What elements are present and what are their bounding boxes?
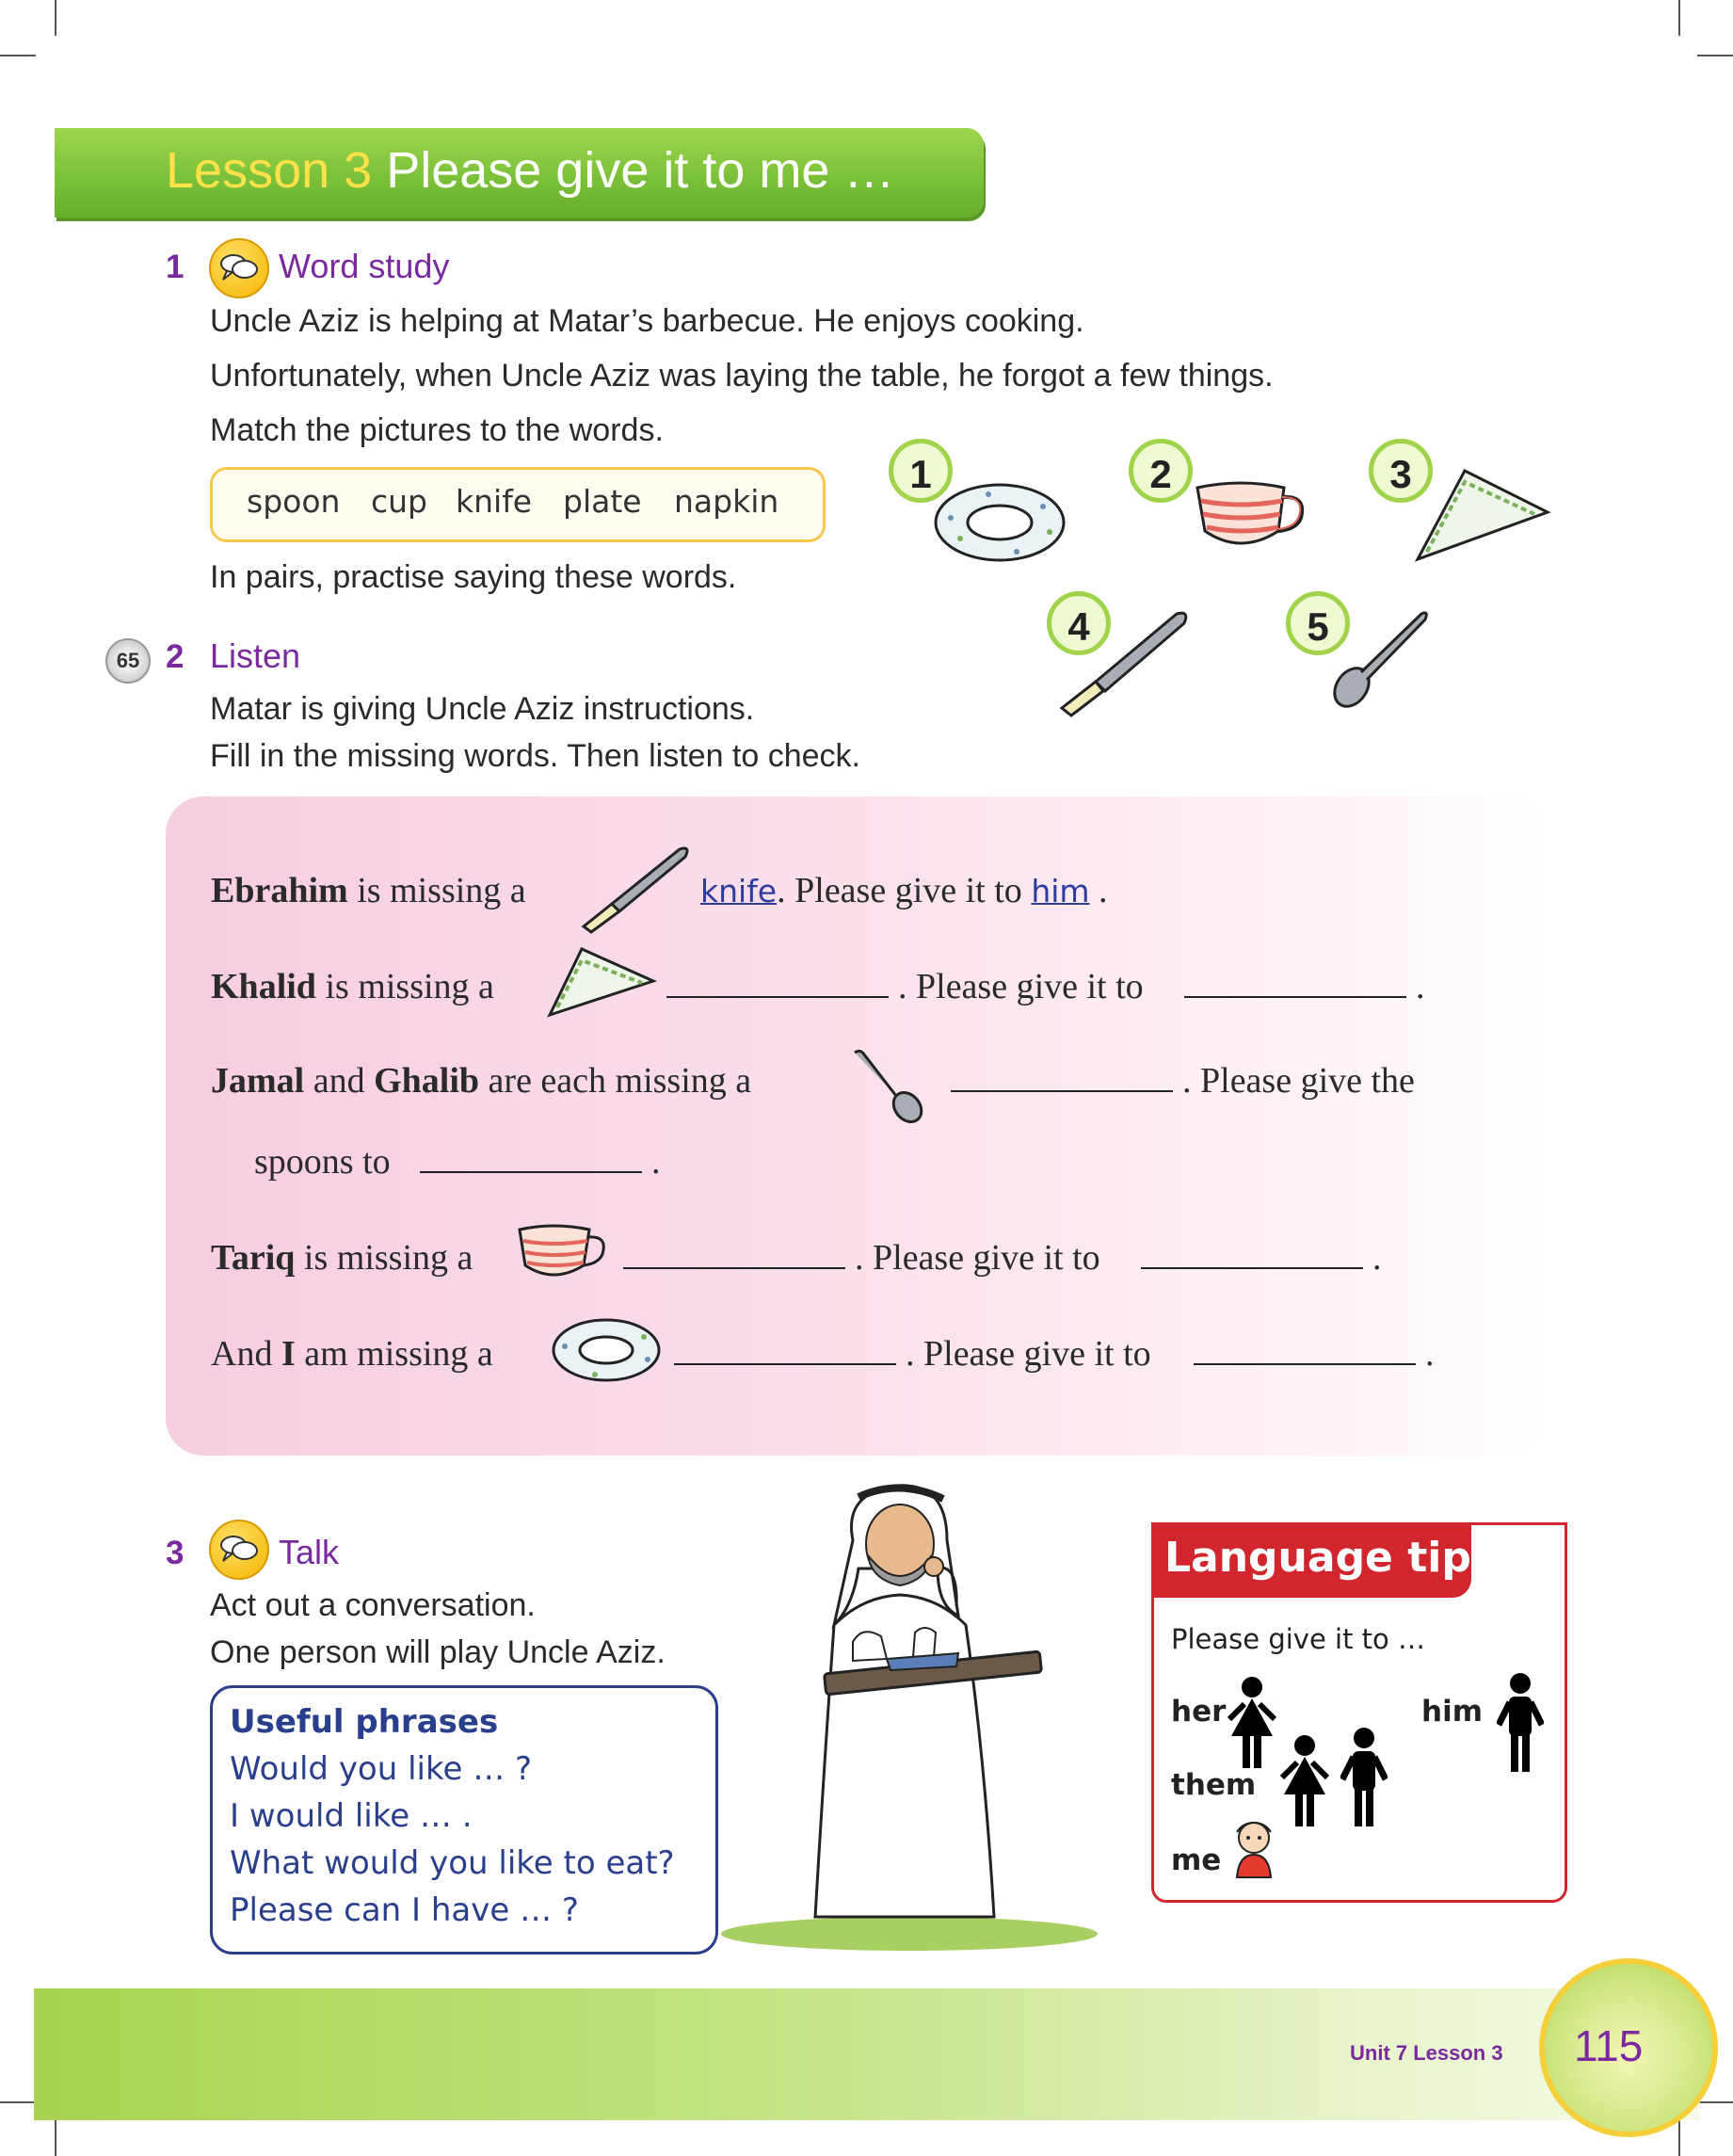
word-item: napkin <box>674 483 779 520</box>
phrase-item: Would you like … ? <box>230 1750 533 1788</box>
cup-icon <box>516 1224 610 1286</box>
sentence-text: is missing a <box>315 967 494 1006</box>
section-title: Listen <box>210 636 301 675</box>
answer-blank[interactable] <box>1141 1267 1363 1269</box>
uncle-aziz-illustration <box>712 1474 1107 1955</box>
person-name: Ghalib <box>374 1061 480 1101</box>
answer-blank[interactable] <box>1184 996 1406 998</box>
answer-blank[interactable] <box>951 1090 1173 1092</box>
answer-blank[interactable] <box>623 1267 845 1269</box>
instruction-text: Act out a conversation. <box>210 1587 536 1623</box>
speech-bubble-icon <box>209 1520 269 1580</box>
sentence-text: is missing a <box>347 871 526 910</box>
page-title <box>166 141 894 200</box>
person-name: Jamal <box>211 1061 305 1101</box>
instruction-text: Match the pictures to the words. <box>210 412 664 448</box>
picture-number: 5 <box>1286 591 1350 655</box>
boy-silhouette-icon <box>1340 1727 1388 1830</box>
girl-silhouette-icon <box>1280 1732 1329 1830</box>
instruction-text: Fill in the missing words. Then listen to check. <box>210 738 860 774</box>
knife-icon <box>580 844 693 934</box>
phrase-item: What would you like to eat? <box>230 1844 675 1882</box>
spoon-icon <box>851 1047 930 1126</box>
section-number: 3 <box>166 1535 185 1571</box>
section-number: 2 <box>166 638 185 675</box>
speech-bubble-icon <box>209 238 269 298</box>
girl-pointing-icon <box>1228 1817 1280 1879</box>
picture-number: 4 <box>1047 591 1111 655</box>
answer-blank[interactable] <box>420 1171 642 1173</box>
sentence-1-end <box>700 870 1108 911</box>
useful-phrases-title: Useful phrases <box>230 1703 499 1741</box>
cup-icon <box>1194 480 1310 557</box>
answer-blank[interactable] <box>666 996 889 998</box>
sentence-text: . Please give it to <box>855 1238 1100 1278</box>
crop-mark <box>1678 2120 1680 2156</box>
napkin-icon <box>544 943 657 1019</box>
sentence-5 <box>211 1333 493 1375</box>
instruction-text: Unfortunately, when Uncle Aziz was laying the table, he forgot a few things. <box>210 358 1274 394</box>
lesson-title: Please give it to me … <box>386 142 895 199</box>
sentence-text: . Please give the <box>1182 1061 1415 1101</box>
lesson-title-banner <box>55 128 984 217</box>
sentence-2 <box>211 966 494 1007</box>
pronoun-me: me <box>1171 1843 1222 1877</box>
sentence-text: . Please give it to <box>898 967 1144 1006</box>
sentence-4 <box>211 1237 473 1279</box>
plate-icon <box>932 480 1068 565</box>
crop-mark <box>0 55 36 56</box>
sentence-text: . Please give it to <box>777 871 1032 910</box>
pronoun-them: them <box>1171 1768 1257 1802</box>
instruction-text: Matar is giving Uncle Aziz instructions. <box>210 691 755 727</box>
lesson-number: Lesson 3 <box>166 142 373 199</box>
crop-mark <box>1678 0 1680 36</box>
sentence-text: are each missing a <box>479 1061 752 1101</box>
audio-track-badge[interactable]: 65 <box>105 638 151 684</box>
crop-mark <box>1697 2101 1733 2103</box>
answer-handwritten: knife <box>700 873 778 909</box>
instruction-text: Uncle Aziz is helping at Matar’s barbecue. He enjoys cooking. <box>210 303 1084 339</box>
word-item: knife <box>456 483 533 520</box>
boy-silhouette-icon <box>1497 1672 1544 1776</box>
sentence-3 <box>211 1060 751 1102</box>
answer-blank[interactable] <box>1194 1363 1416 1365</box>
section-title: Word study <box>279 247 450 285</box>
page-number: 115 <box>1574 2021 1644 2070</box>
word-item: plate <box>563 483 642 520</box>
sentence-text: . <box>1372 1238 1382 1278</box>
phrase-item: I would like … . <box>230 1797 473 1835</box>
word-item: cup <box>371 483 428 520</box>
sentence-text: . <box>1089 871 1108 910</box>
spoon-icon <box>1331 608 1431 712</box>
sentence-text: . Please give it to <box>906 1334 1151 1374</box>
pronoun-her: her <box>1171 1695 1227 1729</box>
plate-icon <box>550 1316 663 1384</box>
girl-silhouette-icon <box>1228 1674 1276 1772</box>
person-name: I <box>281 1334 296 1374</box>
person-name: Khalid <box>211 967 316 1006</box>
section-number: 1 <box>166 249 185 285</box>
section-title: Talk <box>279 1533 340 1571</box>
useful-phrases-box <box>210 1685 718 1955</box>
answer-blank[interactable] <box>674 1363 896 1365</box>
answer-handwritten: him <box>1031 873 1090 909</box>
sentence-text: is missing a <box>295 1238 473 1278</box>
napkin-icon <box>1410 465 1551 563</box>
word-box <box>210 467 826 542</box>
sentence-text: And <box>211 1334 281 1374</box>
sentence-1 <box>211 870 526 911</box>
sentence-text: . <box>651 1142 661 1182</box>
sentence-text: spoons to <box>254 1142 391 1182</box>
crop-mark <box>0 2101 36 2103</box>
phrase-item: Please can I have … ? <box>230 1891 579 1929</box>
crop-mark <box>55 2120 56 2156</box>
pronoun-him: him <box>1421 1695 1483 1729</box>
instruction-text: One person will play Uncle Aziz. <box>210 1634 666 1670</box>
picture-number: 3 <box>1369 439 1433 503</box>
sentence-text: am missing a <box>295 1334 493 1374</box>
sentence-text: . <box>1425 1334 1435 1374</box>
practice-text: In pairs, practise saying these words. <box>210 559 737 595</box>
person-name: Ebrahim <box>211 871 348 910</box>
unit-lesson-label: Unit 7 Lesson 3 <box>1350 2041 1503 2065</box>
crop-mark <box>55 0 56 36</box>
knife-icon <box>1058 608 1192 717</box>
word-item: spoon <box>247 483 341 520</box>
picture-number: 1 <box>889 439 953 503</box>
sentence-text: and <box>304 1061 375 1101</box>
language-tip-title: Language tip <box>1151 1522 1471 1598</box>
picture-number: 2 <box>1129 439 1193 503</box>
sentence-text: . <box>1416 967 1425 1006</box>
language-tip-intro: Please give it to … <box>1171 1623 1425 1655</box>
crop-mark <box>1697 55 1733 56</box>
language-tip-box <box>1151 1522 1567 1903</box>
person-name: Tariq <box>211 1238 296 1278</box>
